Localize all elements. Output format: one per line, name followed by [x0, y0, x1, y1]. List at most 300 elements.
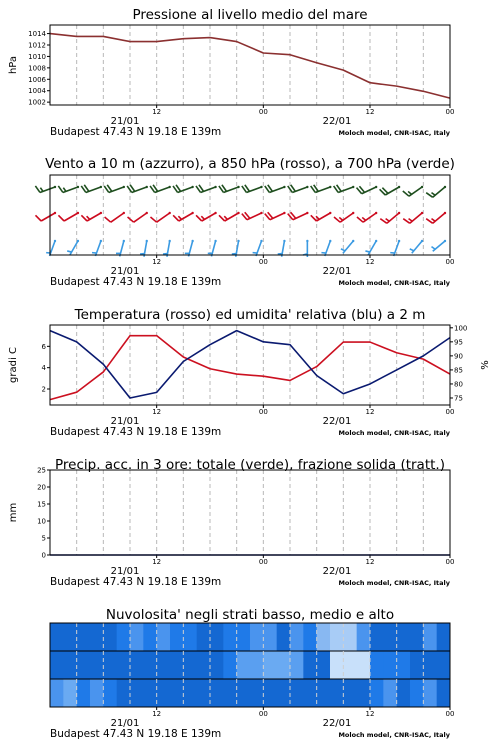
barb-dot [260, 240, 262, 242]
cloud-cell [117, 651, 131, 679]
barb-dot [54, 186, 56, 188]
cloud-cell [317, 623, 331, 651]
plot-frame [50, 175, 450, 255]
barb-feather [67, 251, 71, 252]
barb-dot [214, 186, 216, 188]
y-tick-label: 1006 [28, 75, 46, 84]
barb-feather [432, 193, 436, 196]
barb-feather [173, 215, 179, 221]
cloud-cell [290, 651, 304, 679]
cloud-cell [143, 651, 157, 679]
wind-barb [58, 212, 79, 221]
x-tick-label: 00 [258, 108, 268, 116]
cloud-cell [277, 623, 291, 651]
chart-panel-2 [8, 307, 491, 438]
barb-dot [100, 212, 102, 214]
barb-dot [191, 186, 193, 188]
barb-dot [444, 212, 446, 214]
barb-feather [58, 215, 64, 221]
barb-dot [123, 212, 125, 214]
date-label: 21/01 [110, 718, 140, 729]
barb-dot [169, 186, 171, 188]
wind-barb [242, 185, 263, 193]
model-credit: Moloch model, CNR-ISAC, Italy [338, 731, 450, 739]
location-label: Budapest 47.43 N 19.18 E 139m [50, 728, 222, 740]
barb-dot [398, 212, 400, 214]
cloud-cell [357, 623, 371, 651]
cloud-cell [357, 651, 371, 679]
barb-dot [146, 240, 148, 242]
barb-shaft [134, 213, 147, 222]
model-credit: Moloch model, CNR-ISAC, Italy [338, 279, 450, 287]
wind-barb [253, 240, 263, 256]
x-tick-label: 00 [258, 710, 268, 718]
y-tick-label: 1008 [28, 64, 46, 73]
cloud-cell [143, 623, 157, 651]
cloud-cell [103, 679, 117, 707]
date-label: 21/01 [110, 416, 140, 427]
wind-barb [334, 185, 355, 193]
cloud-cell [370, 679, 384, 707]
barb-feather [63, 188, 66, 192]
cloud-cell [210, 679, 224, 707]
y-tick-label: 1002 [28, 98, 46, 107]
barb-feather [311, 215, 317, 221]
barb-dot [283, 186, 285, 188]
y2-tick-label: 85 [454, 366, 463, 375]
barb-shaft [111, 213, 124, 222]
location-label: Budapest 47.43 N 19.18 E 139m [50, 426, 222, 438]
barb-feather [58, 186, 63, 193]
cloud-cell [77, 651, 91, 679]
cloud-cell [370, 651, 384, 679]
wind-barb [150, 212, 170, 222]
wind-barb [426, 212, 446, 223]
barb-dot [54, 212, 56, 214]
barb-dot [146, 186, 148, 188]
x-tick-label: 12 [365, 558, 375, 566]
cloud-cell [423, 679, 437, 707]
cloud-cell [250, 651, 264, 679]
cloud-cell [157, 651, 171, 679]
x-tick-label: 12 [365, 108, 375, 116]
plot-frame [50, 470, 450, 555]
barb-dot [191, 240, 193, 242]
wind-barb [390, 240, 400, 256]
cloud-cell [357, 679, 371, 707]
cloud-cell [343, 679, 357, 707]
x-tick-label: 12 [365, 408, 375, 416]
wind-barb [265, 185, 286, 193]
y2-tick-label: 90 [454, 352, 463, 361]
y-tick-label: 1004 [28, 87, 46, 96]
barb-dot [237, 212, 239, 214]
cloud-cell [303, 623, 317, 651]
barb-feather [40, 188, 43, 192]
wind-barb [403, 186, 423, 196]
cloud-cell [143, 679, 157, 707]
barb-dot [421, 212, 423, 214]
model-credit: Moloch model, CNR-ISAC, Italy [338, 579, 450, 587]
cloud-cell [130, 623, 144, 651]
barb-feather [339, 217, 342, 220]
date-label: 21/01 [110, 566, 140, 577]
cloud-cell [437, 651, 451, 679]
cloud-cell [197, 679, 211, 707]
wind-barb [288, 212, 309, 220]
cloud-cell [290, 679, 304, 707]
cloud-cell [370, 623, 384, 651]
barb-dot [444, 240, 446, 242]
y2-tick-label: 80 [454, 380, 463, 389]
chart-title: Nuvolosita' negli strati basso, medio e alto [105, 607, 395, 623]
cloud-cell [250, 623, 264, 651]
y2-tick-label: 95 [454, 338, 463, 347]
y-tick-label: 15 [37, 500, 46, 509]
cloud-cell [170, 679, 184, 707]
model-credit: Moloch model, CNR-ISAC, Italy [338, 129, 450, 137]
y-axis-label: mm [8, 502, 19, 523]
wind-barb [357, 186, 378, 194]
cloud-cell [130, 651, 144, 679]
barb-feather [362, 217, 365, 220]
cloud-cell [397, 623, 411, 651]
wind-barb [67, 240, 79, 255]
date-label: 22/01 [322, 566, 352, 577]
cloud-cell [183, 651, 197, 679]
cloud-cell [330, 651, 344, 679]
cloud-cell [263, 623, 277, 651]
barb-feather [105, 217, 111, 222]
wind-barb [46, 240, 56, 256]
barb-dot [375, 186, 377, 188]
barb-feather [201, 216, 204, 219]
wind-barb [357, 212, 377, 222]
chart-panel-0 [8, 7, 454, 138]
cloud-cell [157, 679, 171, 707]
cloud-cell [410, 623, 424, 651]
cloud-cell [397, 651, 411, 679]
barb-dot [100, 240, 102, 242]
cloud-cell [117, 623, 131, 651]
barb-feather [408, 191, 411, 194]
cloud-cell [63, 679, 77, 707]
barb-feather [219, 215, 225, 221]
barb-feather [196, 215, 202, 221]
cloud-cell [223, 679, 237, 707]
x-tick-label: 00 [445, 108, 455, 116]
cloud-cell [210, 651, 224, 679]
chart-title: Precip. acc. in 3 ore: totale (verde), frazione solida (tratt.) [55, 457, 445, 473]
wind-barb [311, 212, 332, 221]
wind-barb [81, 212, 102, 221]
barb-dot [191, 212, 193, 214]
x-tick-label: 12 [152, 408, 162, 416]
barb-dot [306, 240, 308, 242]
x-tick-label: 12 [152, 258, 162, 266]
cloud-cell [130, 679, 144, 707]
x-tick-label: 12 [365, 710, 375, 718]
cloud-cell [63, 623, 77, 651]
barb-shaft [41, 213, 55, 221]
wind-barb [185, 240, 194, 257]
barb-feather [410, 249, 414, 251]
wind-barb [105, 212, 125, 222]
cloud-cell [197, 623, 211, 651]
barb-dot [283, 212, 285, 214]
wind-barb [58, 186, 79, 193]
barb-feather [365, 251, 369, 252]
barb-feather [224, 216, 227, 219]
cloud-cell [223, 651, 237, 679]
date-label: 22/01 [322, 266, 352, 277]
barb-dot [169, 212, 171, 214]
x-tick-label: 00 [258, 258, 268, 266]
y-tick-label: 1014 [28, 30, 46, 39]
cloud-cell [317, 651, 331, 679]
barb-dot [146, 212, 148, 214]
wind-barb [380, 212, 400, 223]
wind-barb [81, 185, 102, 193]
y-tick-label: 20 [37, 483, 46, 492]
barb-dot [169, 240, 171, 242]
cloud-cell [303, 679, 317, 707]
barb-feather [87, 216, 90, 219]
cloud-cell [210, 623, 224, 651]
wind-barb [278, 240, 286, 257]
cloud-cell [423, 651, 437, 679]
wind-barb [365, 240, 377, 255]
x-tick-label: 00 [445, 258, 455, 266]
cloud-cell [263, 679, 277, 707]
chart-title: Pressione al livello medio del mare [132, 7, 368, 23]
barb-dot [306, 212, 308, 214]
wind-barb [128, 212, 148, 222]
barb-dot [329, 240, 331, 242]
y2-tick-label: 75 [454, 394, 463, 403]
barb-dot [398, 186, 400, 188]
wind-barb [196, 212, 217, 221]
cloud-cell [277, 651, 291, 679]
barb-feather [341, 249, 345, 251]
cloud-cell [237, 679, 251, 707]
barb-dot [283, 240, 285, 242]
cloud-cell [343, 651, 357, 679]
chart-panel-4 [50, 607, 454, 740]
cloud-cell [77, 623, 91, 651]
cloud-cell [103, 651, 117, 679]
cloud-cell [223, 623, 237, 651]
wind-barb [104, 185, 125, 193]
y-tick-label: 1010 [28, 52, 46, 61]
location-label: Budapest 47.43 N 19.18 E 139m [50, 576, 222, 588]
wind-barb [35, 186, 56, 193]
barb-feather [432, 219, 436, 222]
barb-dot [100, 186, 102, 188]
barb-feather [178, 216, 181, 219]
cloud-cell [437, 623, 451, 651]
barb-feather [432, 247, 436, 250]
y-tick-label: 5 [41, 534, 46, 543]
barb-dot [375, 240, 377, 242]
barb-dot [77, 240, 79, 242]
chart-panel-3 [8, 457, 454, 588]
wind-barb [116, 240, 125, 257]
barb-feather [35, 186, 40, 193]
wind-barb [150, 185, 171, 193]
cloud-cell [50, 679, 64, 707]
x-tick-label: 12 [152, 558, 162, 566]
barb-dot [306, 186, 308, 188]
barb-dot [77, 212, 79, 214]
barb-dot [77, 186, 79, 188]
y2-axis-label: % [480, 360, 491, 370]
barb-shaft [64, 213, 78, 221]
barb-shaft [157, 213, 170, 222]
barb-feather [35, 215, 41, 221]
barb-dot [329, 186, 331, 188]
wind-barb [432, 240, 447, 251]
y-tick-label: 2 [41, 385, 46, 394]
barb-feather [128, 217, 134, 222]
wind-barb [92, 240, 102, 256]
wind-barb [232, 240, 240, 257]
y-tick-label: 25 [37, 466, 46, 475]
barb-dot [214, 212, 216, 214]
barb-dot [329, 212, 331, 214]
cloud-cell [317, 679, 331, 707]
barb-dot [237, 240, 239, 242]
chart-panel-1 [35, 156, 455, 288]
barb-feather [150, 217, 156, 222]
wind-barb [426, 186, 446, 197]
cloud-cell [117, 679, 131, 707]
model-credit: Moloch model, CNR-ISAC, Italy [338, 429, 450, 437]
y-axis-label: hPa [8, 55, 19, 75]
barb-dot [123, 240, 125, 242]
cloud-cell [410, 679, 424, 707]
cloud-cell [277, 679, 291, 707]
cloud-cell [170, 651, 184, 679]
cloud-cell [303, 651, 317, 679]
wind-barb [303, 240, 309, 257]
series-line [50, 331, 450, 398]
barb-dot [375, 212, 377, 214]
cloud-cell [157, 623, 171, 651]
cloud-cell [410, 651, 424, 679]
cloud-cell [197, 651, 211, 679]
barb-dot [54, 240, 56, 242]
wind-barb [311, 185, 332, 193]
barb-dot [260, 212, 262, 214]
barb-dot [123, 186, 125, 188]
cloud-cell [90, 679, 104, 707]
x-tick-label: 00 [258, 408, 268, 416]
x-tick-label: 00 [258, 558, 268, 566]
barb-dot [421, 240, 423, 242]
cloud-cell [183, 679, 197, 707]
date-label: 22/01 [322, 116, 352, 127]
y-tick-label: 0 [41, 551, 46, 560]
y-tick-label: 6 [41, 342, 46, 351]
cloud-cell [77, 679, 91, 707]
x-tick-label: 12 [152, 710, 162, 718]
wind-barb [163, 240, 171, 257]
wind-barb [380, 186, 401, 195]
y-tick-label: 10 [37, 517, 46, 526]
wind-barb [242, 212, 263, 220]
barb-dot [214, 240, 216, 242]
barb-dot [421, 186, 423, 188]
wind-barb [140, 240, 148, 257]
location-label: Budapest 47.43 N 19.18 E 139m [50, 126, 222, 138]
wind-barb [127, 185, 148, 193]
cloud-cell [237, 651, 251, 679]
wind-barb [265, 212, 286, 220]
cloud-cell [63, 651, 77, 679]
chart-title: Temperatura (rosso) ed umidita' relativa (blu) a 2 m [74, 307, 426, 323]
cloud-cell [343, 623, 357, 651]
cloud-cell [263, 651, 277, 679]
x-tick-label: 12 [365, 258, 375, 266]
wind-barb [288, 185, 309, 193]
barb-dot [237, 186, 239, 188]
barb-feather [386, 219, 390, 222]
barb-dot [444, 186, 446, 188]
cloud-cell [290, 623, 304, 651]
wind-barb [208, 240, 217, 257]
barb-dot [352, 212, 354, 214]
barb-feather [409, 219, 413, 222]
location-label: Budapest 47.43 N 19.18 E 139m [50, 276, 222, 288]
y-axis-label: gradi C [8, 347, 19, 383]
date-label: 21/01 [110, 266, 140, 277]
cloud-cell [237, 623, 251, 651]
cloud-cell [170, 623, 184, 651]
cloud-cell [103, 623, 117, 651]
cloud-cell [383, 651, 397, 679]
date-label: 22/01 [322, 718, 352, 729]
date-label: 22/01 [322, 416, 352, 427]
cloud-cell [437, 679, 451, 707]
cloud-cell [50, 651, 64, 679]
barb-feather [81, 215, 87, 221]
cloud-cell [50, 623, 64, 651]
cloud-cell [250, 679, 264, 707]
barb-dot [352, 240, 354, 242]
wind-barb [321, 240, 331, 256]
cloud-cell [183, 623, 197, 651]
date-label: 21/01 [110, 116, 140, 127]
cloud-cell [397, 679, 411, 707]
cloud-cell [90, 651, 104, 679]
y-tick-label: 1012 [28, 41, 46, 50]
y2-tick-label: 100 [454, 324, 468, 333]
wind-barb [196, 185, 217, 193]
barb-dot [352, 186, 354, 188]
cloud-cell [90, 623, 104, 651]
barb-dot [398, 240, 400, 242]
wind-barb [35, 212, 56, 221]
series-line [50, 34, 450, 99]
cloud-cell [330, 679, 344, 707]
chart-title: Vento a 10 m (azzurro), a 850 hPa (rosso), a 700 hPa (verde) [45, 156, 455, 172]
x-tick-label: 12 [152, 108, 162, 116]
cloud-cell [383, 679, 397, 707]
cloud-cell [330, 623, 344, 651]
wind-barb [403, 212, 423, 223]
x-tick-label: 00 [445, 710, 455, 718]
